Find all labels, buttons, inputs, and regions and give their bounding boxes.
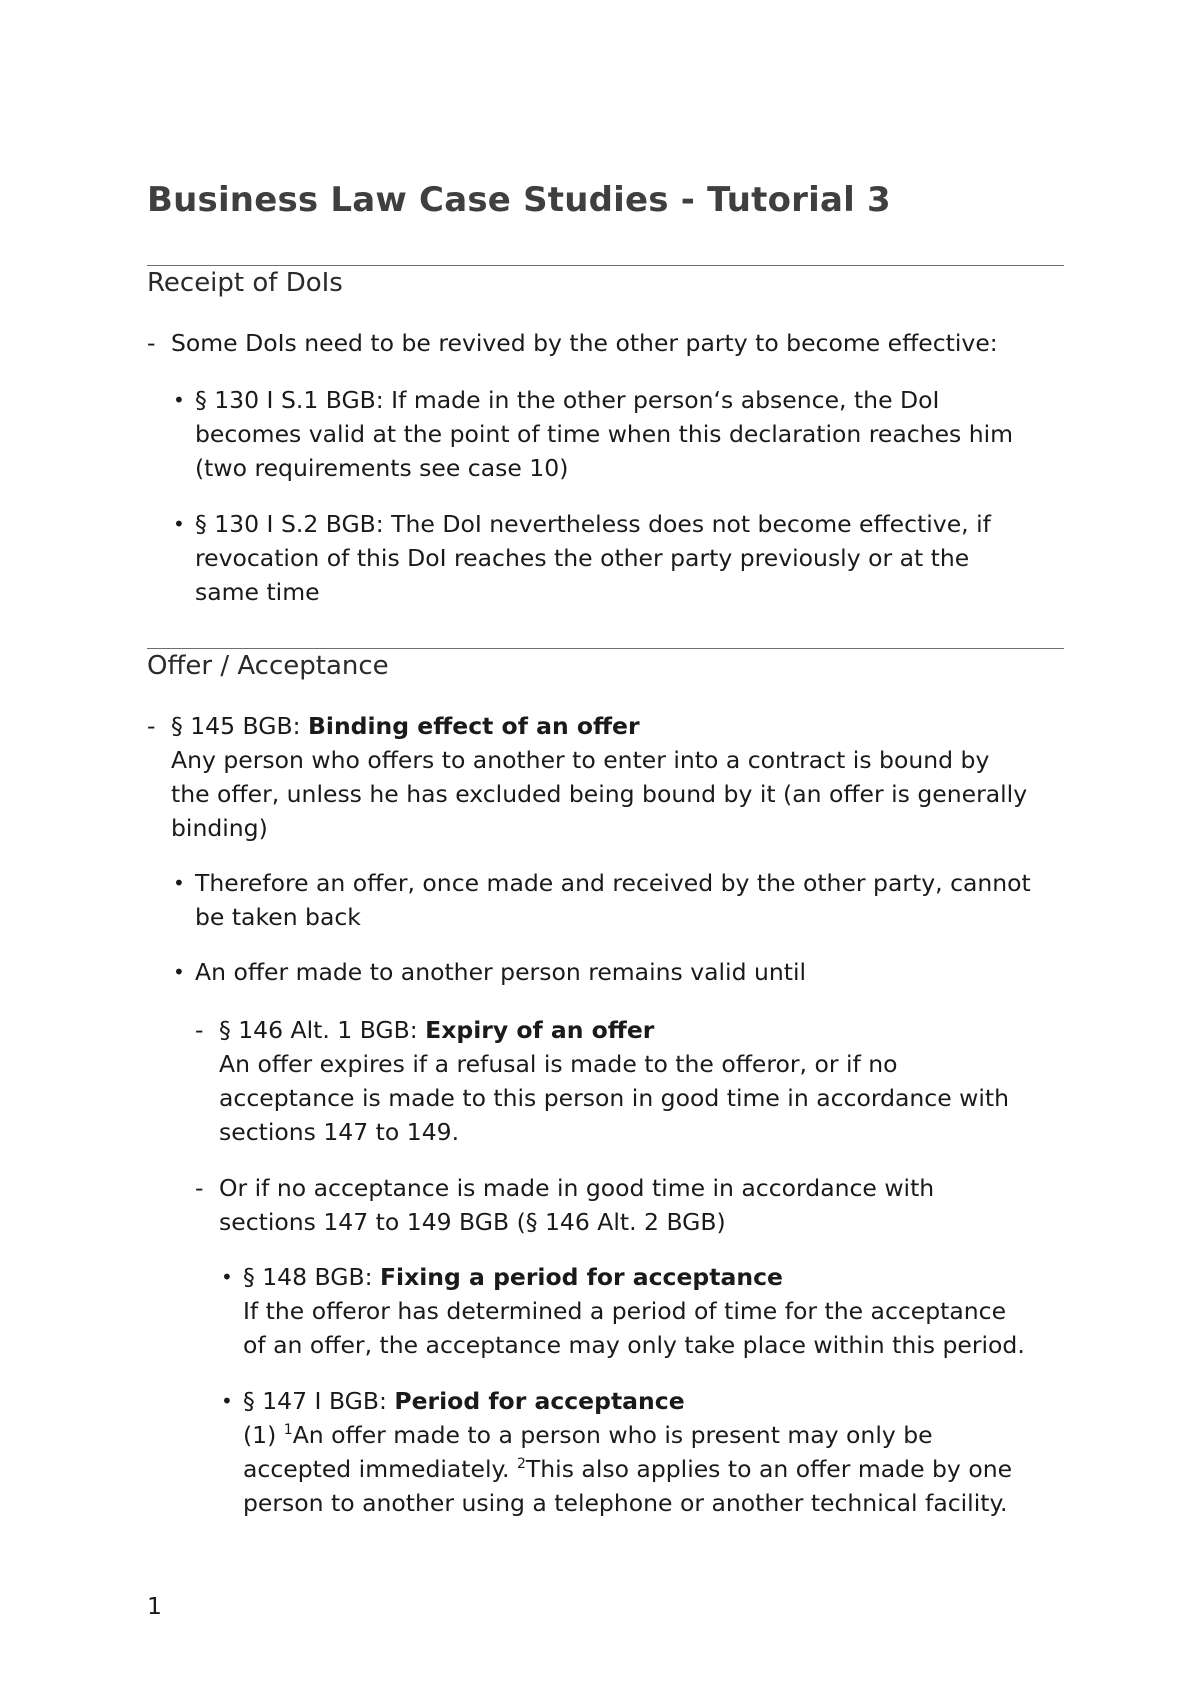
text-line: becomes valid at the point of time when this declaration reaches him xyxy=(195,420,1014,448)
text-segment: accepted immediately. xyxy=(243,1455,517,1483)
dash-marker: - xyxy=(195,1174,204,1202)
text-line xyxy=(243,1452,1012,1486)
text-segment: This also applies to an offer made by one xyxy=(525,1455,1013,1483)
text-line xyxy=(243,1418,1012,1452)
text-line: revocation of this DoI reaches the other party previously or at the xyxy=(195,544,970,572)
section-title: Fixing a period for acceptance xyxy=(379,1263,783,1291)
section-ref: § 148 BGB: xyxy=(243,1263,380,1291)
receipt-intro: Some DoIs need to be revived by the other party to become effective: xyxy=(171,329,998,357)
bullet-marker: • xyxy=(221,1389,233,1413)
list-item xyxy=(147,709,1028,845)
text-line: An offer made to another person remains valid until xyxy=(195,958,807,986)
list-item xyxy=(173,866,1031,934)
text-line: person to another using a telephone or another technical facility. xyxy=(243,1489,1008,1517)
list-item xyxy=(221,1260,1025,1362)
bullet-marker: • xyxy=(173,388,185,412)
list-item xyxy=(173,955,807,989)
text-line: be taken back xyxy=(195,903,361,931)
text-line xyxy=(219,1013,1009,1047)
section-heading-offer: Offer / Acceptance xyxy=(147,651,389,681)
list-item xyxy=(221,1384,1013,1520)
section-divider xyxy=(147,648,1064,649)
text-line: § 130 I S.2 BGB: The DoI nevertheless does not become effective, if xyxy=(195,510,991,538)
text-line: same time xyxy=(195,578,320,606)
section-heading-receipt: Receipt of DoIs xyxy=(147,268,343,298)
text-line: sections 147 to 149. xyxy=(219,1118,460,1146)
section-title: Expiry of an offer xyxy=(425,1016,655,1044)
section-ref: § 147 I BGB: xyxy=(243,1387,395,1415)
document-title: Business Law Case Studies - Tutorial 3 xyxy=(147,180,891,220)
text-line xyxy=(171,709,1027,743)
section-divider xyxy=(147,265,1064,266)
section-ref: § 145 BGB: xyxy=(171,712,308,740)
bullet-marker: • xyxy=(173,512,185,536)
dash-marker: - xyxy=(195,1016,204,1044)
text-line: If the offeror has determined a period of time for the acceptance xyxy=(243,1297,1007,1325)
list-item xyxy=(147,326,998,360)
text-line: sections 147 to 149 BGB (§ 146 Alt. 2 BGB) xyxy=(219,1208,726,1236)
text-segment: An offer made to a person who is present may only be xyxy=(292,1421,933,1449)
text-line xyxy=(243,1384,1012,1418)
page-number: 1 xyxy=(147,1592,162,1620)
bullet-marker: • xyxy=(173,960,185,984)
text-line: of an offer, the acceptance may only take place within this period. xyxy=(243,1331,1025,1359)
text-line xyxy=(243,1260,1025,1294)
section-title: Period for acceptance xyxy=(394,1387,685,1415)
text-line: acceptance is made to this person in good time in accordance with xyxy=(219,1084,1009,1112)
text-line: (two requirements see case 10) xyxy=(195,454,569,482)
bullet-marker: • xyxy=(221,1265,233,1289)
dash-marker: - xyxy=(147,329,156,357)
text-line: Any person who offers to another to enter into a contract is bound by xyxy=(171,746,990,774)
bullet-marker: • xyxy=(173,871,185,895)
document-page xyxy=(147,0,1064,1698)
list-item xyxy=(173,507,991,609)
text-line: Therefore an offer, once made and received by the other party, cannot xyxy=(195,869,1031,897)
sentence-superscript: 1 xyxy=(283,1422,293,1438)
list-item xyxy=(195,1171,935,1239)
dash-marker: - xyxy=(147,712,156,740)
sentence-superscript: 2 xyxy=(517,1456,526,1472)
section-title: Binding effect of an offer xyxy=(307,712,640,740)
text-line: binding) xyxy=(171,814,268,842)
text-line: An offer expires if a refusal is made to the offeror, or if no xyxy=(219,1050,898,1078)
text-line: § 130 I S.1 BGB: If made in the other person‘s absence, the DoI xyxy=(195,386,940,414)
text-line: the offer, unless he has excluded being bound by it (an offer is generally xyxy=(171,780,1028,808)
list-item xyxy=(173,383,1014,485)
paragraph-number: (1) xyxy=(243,1421,284,1449)
text-line: Or if no acceptance is made in good time in accordance with xyxy=(219,1174,935,1202)
list-item xyxy=(195,1013,1009,1149)
section-ref: § 146 Alt. 1 BGB: xyxy=(219,1016,426,1044)
